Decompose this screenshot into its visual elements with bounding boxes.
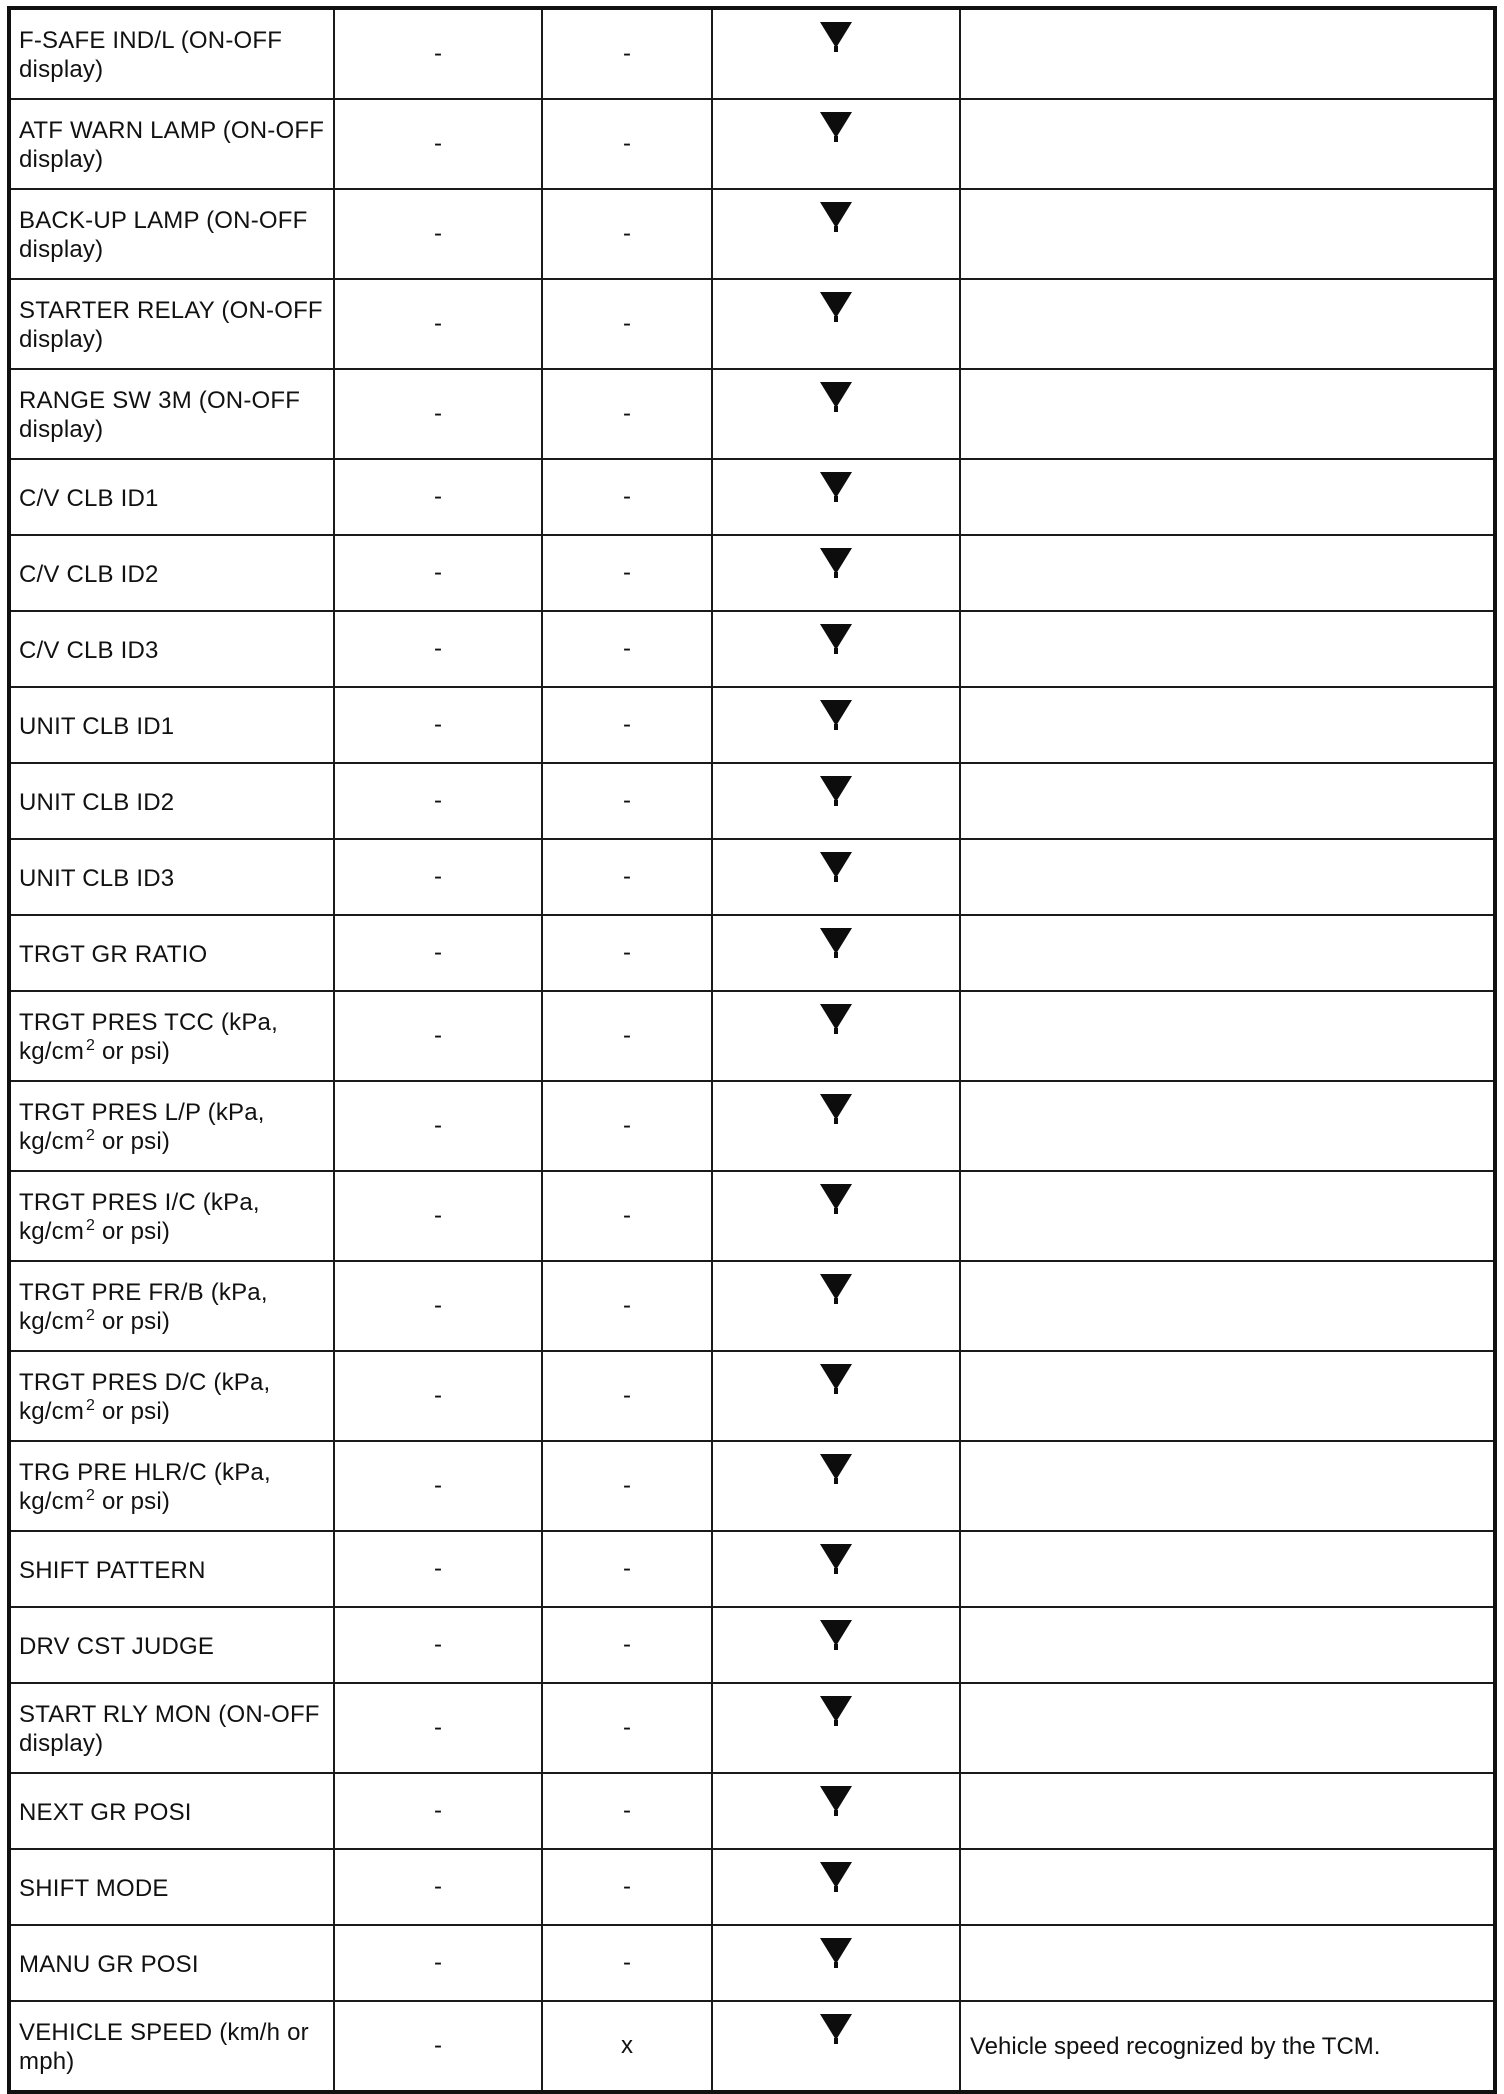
column-2-mark: - <box>334 915 542 991</box>
monitor-item-name: F-SAFE IND/L (ON-OFF display) <box>9 8 334 99</box>
monitor-item-name <box>9 1081 334 1171</box>
column-2-mark: - <box>334 369 542 459</box>
item-description <box>960 611 1495 687</box>
down-triangle-icon <box>820 1544 852 1570</box>
item-description <box>960 1261 1495 1351</box>
arrow-cell <box>712 1531 960 1607</box>
arrow-cell <box>712 687 960 763</box>
item-description <box>960 369 1495 459</box>
arrow-cell <box>712 2001 960 2092</box>
column-3-mark: - <box>542 1607 712 1683</box>
monitor-item-name: ATF WARN LAMP (ON-OFF display) <box>9 99 334 189</box>
item-description <box>960 1441 1495 1531</box>
item-description <box>960 1773 1495 1849</box>
column-2-mark: - <box>334 1773 542 1849</box>
column-2-mark: - <box>334 1683 542 1773</box>
item-description <box>960 535 1495 611</box>
item-label: TRGT PRES L/P (kPa, <box>19 1099 265 1126</box>
item-description <box>960 459 1495 535</box>
unit-superscript: 2 <box>86 1397 96 1414</box>
monitor-item-name <box>9 1351 334 1441</box>
table-row <box>9 1441 1495 1531</box>
table-row <box>9 1261 1495 1351</box>
arrow-cell <box>712 1773 960 1849</box>
column-2-mark: - <box>334 8 542 99</box>
item-label: TRGT PRES TCC (kPa, <box>19 1009 278 1036</box>
column-3-mark: - <box>542 991 712 1081</box>
monitor-item-name: SHIFT MODE <box>9 1849 334 1925</box>
table-row <box>9 1531 1495 1607</box>
item-description <box>960 687 1495 763</box>
item-description <box>960 189 1495 279</box>
table-row <box>9 839 1495 915</box>
item-description <box>960 915 1495 991</box>
pressure-unit: kg/cm <box>19 1398 85 1425</box>
arrow-cell <box>712 369 960 459</box>
monitor-item-name: UNIT CLB ID1 <box>9 687 334 763</box>
column-2-mark: - <box>334 1351 542 1441</box>
unit-tail: or psi) <box>95 1488 171 1515</box>
arrow-cell <box>712 1925 960 2001</box>
down-triangle-icon <box>820 1620 852 1646</box>
down-triangle-icon <box>820 776 852 802</box>
monitor-item-name: C/V CLB ID3 <box>9 611 334 687</box>
down-triangle-icon <box>820 1274 852 1300</box>
monitor-item-name: TRGT GR RATIO <box>9 915 334 991</box>
arrow-cell <box>712 535 960 611</box>
column-2-mark: - <box>334 1531 542 1607</box>
down-triangle-icon <box>820 1862 852 1888</box>
monitor-item-name <box>9 1441 334 1531</box>
table-row <box>9 369 1495 459</box>
arrow-cell <box>712 1849 960 1925</box>
table-row <box>9 1351 1495 1441</box>
unit-superscript: 2 <box>86 1217 96 1234</box>
monitor-item-name: C/V CLB ID2 <box>9 535 334 611</box>
item-label: TRGT PRE FR/B (kPa, <box>19 1279 268 1306</box>
table-row <box>9 8 1495 99</box>
column-3-mark: - <box>542 611 712 687</box>
unit-tail: or psi) <box>95 1038 171 1065</box>
table-row <box>9 1171 1495 1261</box>
column-2-mark: - <box>334 991 542 1081</box>
arrow-cell <box>712 839 960 915</box>
item-label: TRG PRE HLR/C (kPa, <box>19 1459 271 1486</box>
column-2-mark: - <box>334 1441 542 1531</box>
arrow-cell <box>712 189 960 279</box>
column-2-mark: - <box>334 535 542 611</box>
table-row <box>9 189 1495 279</box>
column-2-mark: - <box>334 763 542 839</box>
down-triangle-icon <box>820 112 852 138</box>
down-triangle-icon <box>820 548 852 574</box>
pressure-unit: kg/cm <box>19 1308 85 1335</box>
item-description <box>960 991 1495 1081</box>
monitor-item-name: STARTER RELAY (ON-OFF display) <box>9 279 334 369</box>
column-3-mark: - <box>542 459 712 535</box>
pressure-unit: kg/cm <box>19 1218 85 1245</box>
down-triangle-icon <box>820 2014 852 2040</box>
arrow-cell <box>712 1171 960 1261</box>
column-3-mark: - <box>542 1531 712 1607</box>
item-description <box>960 839 1495 915</box>
item-description: Vehicle speed recognized by the TCM. <box>960 2001 1495 2092</box>
column-2-mark: - <box>334 1925 542 2001</box>
arrow-cell <box>712 1081 960 1171</box>
arrow-cell <box>712 1607 960 1683</box>
down-triangle-icon <box>820 292 852 318</box>
column-2-mark: - <box>334 1081 542 1171</box>
monitor-item-name: SHIFT PATTERN <box>9 1531 334 1607</box>
pressure-unit: kg/cm <box>19 1038 85 1065</box>
item-description <box>960 1081 1495 1171</box>
unit-superscript: 2 <box>86 1127 96 1144</box>
column-3-mark: - <box>542 369 712 459</box>
pressure-unit: kg/cm <box>19 1488 85 1515</box>
item-description <box>960 1683 1495 1773</box>
monitor-item-name: UNIT CLB ID2 <box>9 763 334 839</box>
down-triangle-icon <box>820 852 852 878</box>
column-2-mark: - <box>334 459 542 535</box>
monitor-item-table <box>7 6 1497 2094</box>
down-triangle-icon <box>820 1938 852 1964</box>
table-row <box>9 1683 1495 1773</box>
column-2-mark: - <box>334 1261 542 1351</box>
column-3-mark: - <box>542 915 712 991</box>
column-3-mark: - <box>542 1171 712 1261</box>
column-3-mark: - <box>542 535 712 611</box>
down-triangle-icon <box>820 1696 852 1722</box>
column-2-mark: - <box>334 839 542 915</box>
down-triangle-icon <box>820 700 852 726</box>
arrow-cell <box>712 8 960 99</box>
arrow-cell <box>712 991 960 1081</box>
arrow-cell <box>712 279 960 369</box>
item-description <box>960 1351 1495 1441</box>
column-2-mark: - <box>334 1171 542 1261</box>
down-triangle-icon <box>820 382 852 408</box>
table-row <box>9 991 1495 1081</box>
column-3-mark: - <box>542 1441 712 1531</box>
monitor-item-name <box>9 1261 334 1351</box>
unit-tail: or psi) <box>95 1308 171 1335</box>
down-triangle-icon <box>820 202 852 228</box>
table-row <box>9 459 1495 535</box>
column-3-mark: - <box>542 1081 712 1171</box>
down-triangle-icon <box>820 624 852 650</box>
column-3-mark: - <box>542 1849 712 1925</box>
item-description <box>960 99 1495 189</box>
column-2-mark: - <box>334 279 542 369</box>
down-triangle-icon <box>820 928 852 954</box>
unit-tail: or psi) <box>95 1398 171 1425</box>
arrow-cell <box>712 1351 960 1441</box>
column-2-mark: - <box>334 1607 542 1683</box>
unit-superscript: 2 <box>86 1307 96 1324</box>
column-3-mark: - <box>542 687 712 763</box>
item-description <box>960 8 1495 99</box>
table-row <box>9 99 1495 189</box>
column-3-mark: - <box>542 189 712 279</box>
monitor-item-name: UNIT CLB ID3 <box>9 839 334 915</box>
down-triangle-icon <box>820 1786 852 1812</box>
column-2-mark: - <box>334 99 542 189</box>
table-row <box>9 687 1495 763</box>
monitor-item-name: RANGE SW 3M (ON-OFF display) <box>9 369 334 459</box>
arrow-cell <box>712 763 960 839</box>
monitor-item-name: START RLY MON (ON-OFF display) <box>9 1683 334 1773</box>
monitor-item-name: DRV CST JUDGE <box>9 1607 334 1683</box>
arrow-cell <box>712 611 960 687</box>
column-2-mark: - <box>334 2001 542 2092</box>
down-triangle-icon <box>820 1454 852 1480</box>
monitor-item-name <box>9 991 334 1081</box>
column-3-mark: - <box>542 99 712 189</box>
table-row <box>9 1081 1495 1171</box>
down-triangle-icon <box>820 1184 852 1210</box>
monitor-item-name: NEXT GR POSI <box>9 1773 334 1849</box>
table-row <box>9 1607 1495 1683</box>
monitor-item-name: MANU GR POSI <box>9 1925 334 2001</box>
down-triangle-icon <box>820 1094 852 1120</box>
table-row <box>9 1773 1495 1849</box>
table-row <box>9 1849 1495 1925</box>
table-row <box>9 279 1495 369</box>
item-description <box>960 1607 1495 1683</box>
monitor-item-name: C/V CLB ID1 <box>9 459 334 535</box>
unit-superscript: 2 <box>86 1487 96 1504</box>
item-description <box>960 279 1495 369</box>
item-label: TRGT PRES D/C (kPa, <box>19 1369 271 1396</box>
unit-tail: or psi) <box>95 1218 171 1245</box>
arrow-cell <box>712 99 960 189</box>
table-row <box>9 611 1495 687</box>
item-description <box>960 1849 1495 1925</box>
table-row <box>9 763 1495 839</box>
monitor-item-name: BACK-UP LAMP (ON-OFF display) <box>9 189 334 279</box>
table-row <box>9 2001 1495 2092</box>
item-description <box>960 763 1495 839</box>
column-3-mark: x <box>542 2001 712 2092</box>
column-3-mark: - <box>542 839 712 915</box>
arrow-cell <box>712 459 960 535</box>
column-3-mark: - <box>542 279 712 369</box>
down-triangle-icon <box>820 1004 852 1030</box>
column-3-mark: - <box>542 763 712 839</box>
monitor-item-name: VEHICLE SPEED (km/h or mph) <box>9 2001 334 2092</box>
item-description <box>960 1171 1495 1261</box>
item-label: TRGT PRES I/C (kPa, <box>19 1189 260 1216</box>
column-2-mark: - <box>334 611 542 687</box>
column-3-mark: - <box>542 8 712 99</box>
table-row <box>9 1925 1495 2001</box>
column-3-mark: - <box>542 1773 712 1849</box>
down-triangle-icon <box>820 22 852 48</box>
down-triangle-icon <box>820 472 852 498</box>
arrow-cell <box>712 1441 960 1531</box>
column-2-mark: - <box>334 189 542 279</box>
table-row <box>9 915 1495 991</box>
item-description <box>960 1531 1495 1607</box>
monitor-item-name <box>9 1171 334 1261</box>
column-2-mark: - <box>334 687 542 763</box>
column-3-mark: - <box>542 1261 712 1351</box>
column-2-mark: - <box>334 1849 542 1925</box>
arrow-cell <box>712 1261 960 1351</box>
arrow-cell <box>712 1683 960 1773</box>
column-3-mark: - <box>542 1925 712 2001</box>
column-3-mark: - <box>542 1351 712 1441</box>
column-3-mark: - <box>542 1683 712 1773</box>
pressure-unit: kg/cm <box>19 1128 85 1155</box>
unit-tail: or psi) <box>95 1128 171 1155</box>
item-description <box>960 1925 1495 2001</box>
down-triangle-icon <box>820 1364 852 1390</box>
table-row <box>9 535 1495 611</box>
arrow-cell <box>712 915 960 991</box>
unit-superscript: 2 <box>86 1037 96 1054</box>
